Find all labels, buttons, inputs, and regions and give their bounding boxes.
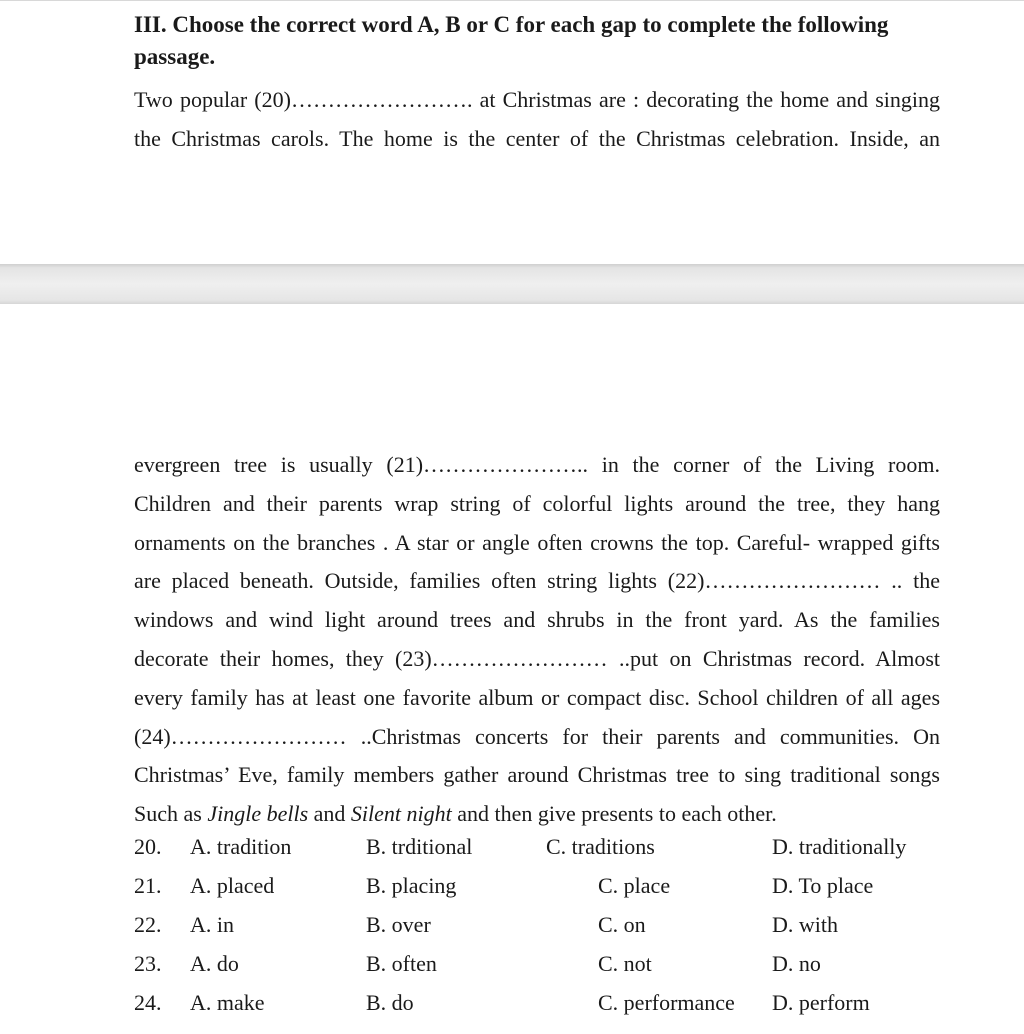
passage-line: every family has at least one favorite album or compact disc. School children of all ages [134,684,940,710]
question-number: 24. [134,990,162,1015]
option-c: C. on [598,912,646,937]
option-c: C. traditions [546,834,655,859]
page-break-gap [0,264,1024,304]
option-d: D. To place [772,873,874,898]
document-page-bottom [0,304,1024,1034]
song-title-jingle-bells: Jingle bells [207,801,309,827]
passage-line: Christmas’ Eve, family members gather around Christmas tree to sing traditional songs [134,762,940,788]
passage-line: are placed beneath. Outside, families often string lights (22)…………………… .. the [134,568,940,594]
question-number: 23. [134,951,162,976]
option-row-22 [134,912,954,951]
option-row-24 [134,990,954,1029]
passage-line: Two popular (20)……………………. at Christmas are : decorating the home and singing [134,87,940,112]
passage-line: windows and wind light around trees and shrubs in the front yard. As the families [134,607,940,633]
option-b: B. do [366,990,414,1015]
passage-line: (24)…………………… ..Christmas concerts for their parents and communities. On [134,723,940,749]
option-a: A. do [190,951,239,976]
option-b: B. often [366,951,437,976]
option-b: B. trditional [366,834,473,859]
passage-top [134,81,940,159]
exercise-heading-line-1: III. Choose the correct word A, B or C for each gap to complete the following [134,12,889,37]
document-page-top [0,0,1024,265]
passage-line: evergreen tree is usually (21)………………….. in the corner of the Living room. [134,452,940,477]
passage-line: decorate their homes, they (23)…………………… ..put on Christmas record. Almost [134,645,940,671]
option-d: D. no [772,951,821,976]
option-d: D. perform [772,990,870,1015]
passage-bottom [134,446,940,834]
option-a: A. tradition [190,834,292,859]
passage-line: Children and their parents wrap string of colorful lights around the tree, they hang [134,490,940,516]
passage-line: ornaments on the branches . A star or angle often crowns the top. Careful- wrapped gifts [134,529,940,555]
option-c: C. performance [598,990,735,1015]
question-number: 22. [134,912,162,937]
option-row-20 [134,834,954,873]
option-b: B. placing [366,873,457,898]
song-title-silent-night: Silent night [350,801,452,827]
passage-last-line [134,795,940,834]
question-number: 20. [134,834,162,859]
text-segment: and [308,801,351,827]
text-segment: Such as [134,801,208,827]
option-a: A. placed [190,873,275,898]
option-row-23 [134,951,954,990]
option-b: B. over [366,912,431,937]
exercise-heading [134,9,914,73]
option-a: A. in [190,912,234,937]
option-d: D. with [772,912,838,937]
option-row-21 [134,873,954,912]
text-segment: and then give presents to each other. [451,801,777,827]
option-c: C. place [598,873,671,898]
answer-options [134,834,954,1029]
exercise-heading-line-2: passage. [134,44,216,69]
option-c: C. not [598,951,652,976]
question-number: 21. [134,873,162,898]
option-a: A. make [190,990,265,1015]
option-d: D. traditionally [772,834,907,859]
passage-line: the Christmas carols. The home is the center of the Christmas celebration. Inside, an [134,125,940,151]
